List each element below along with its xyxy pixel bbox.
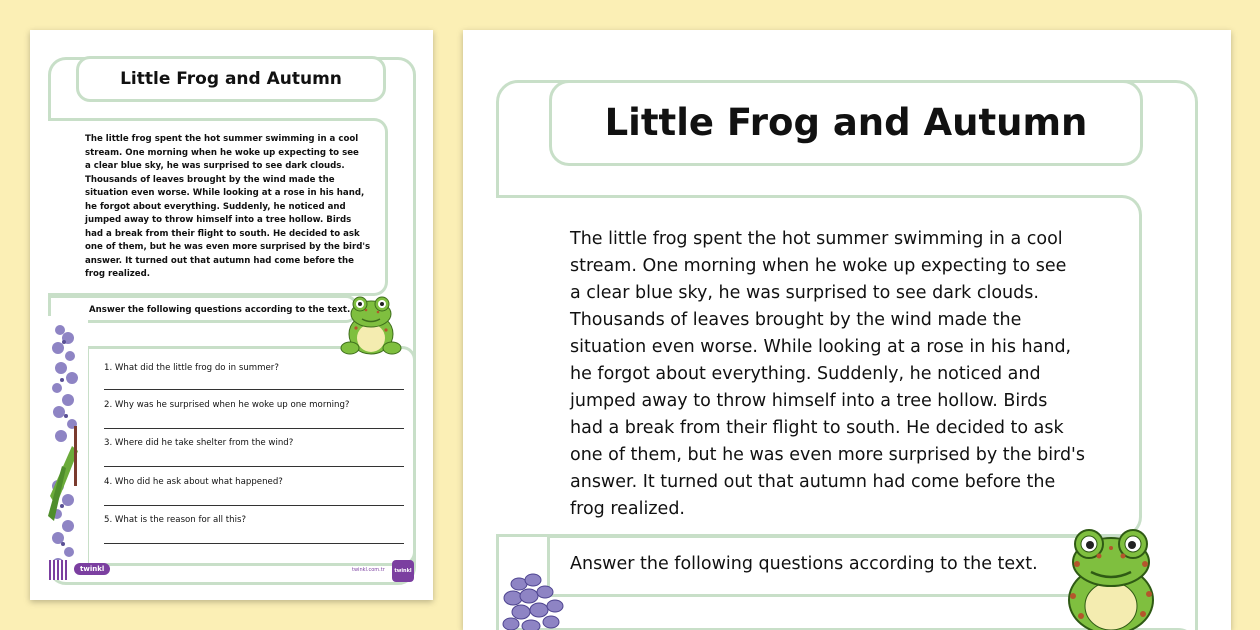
answer-line-2[interactable] xyxy=(104,428,404,429)
page-title: Little Frog and Autumn xyxy=(604,101,1088,144)
story-text: The little frog spent the hot summer swimming in a cool stream. One morning when he woke up expecting to see a clear blue sky, he was surprised to see dark clouds. Thousands of leaves brought by the wind made the situation even worse. While looking at a rose in his hand, he forgot about everything. Suddenly, he noticed and jumped away to throw himself into a tree hollow. Birds had a break from their flight to south. He decided to ask one of them, but he was even more surprised by the bird's answer. It turned out that autumn had come before the frog realized. xyxy=(570,229,1085,519)
answer-line-1[interactable] xyxy=(104,389,404,390)
frog-illustration xyxy=(1047,522,1175,630)
answer-line-3[interactable] xyxy=(104,466,404,467)
lavender-illustration xyxy=(499,570,579,630)
question-2: 2. Why was he surprised when he woke up one morning? xyxy=(104,400,350,410)
page-title: Little Frog and Autumn xyxy=(120,69,342,89)
worksheet-thumbnail[interactable] xyxy=(30,30,433,600)
instruction-bar xyxy=(547,535,1107,597)
frog-illustration xyxy=(336,292,406,358)
question-3: 3. Where did he take shelter from the wind? xyxy=(104,438,294,448)
worksheet-zoomed[interactable] xyxy=(463,30,1231,630)
instruction-bar xyxy=(48,295,358,323)
question-5: 5. What is the reason for all this? xyxy=(104,515,247,525)
lavender-illustration xyxy=(48,316,88,580)
question-1: 1. What did the little frog do in summer? xyxy=(104,363,279,373)
twinkl-logo[interactable]: twinkl xyxy=(74,563,110,575)
qr-code xyxy=(49,560,69,580)
instruction-text: Answer the following questions according to the text. xyxy=(89,305,351,315)
story-box xyxy=(48,118,388,296)
story-box xyxy=(496,195,1142,537)
question-4: 4. Who did he ask about what happened? xyxy=(104,477,283,487)
answer-line-5[interactable] xyxy=(104,543,404,544)
instruction-text: Answer the following questions according to the text. xyxy=(570,554,1038,574)
twinkl-badge: twinkl xyxy=(392,560,414,582)
questions-box xyxy=(86,346,416,566)
title-box xyxy=(549,80,1143,166)
answer-line-4[interactable] xyxy=(104,505,404,506)
footer-url[interactable]: twinkl.com.tr xyxy=(352,567,385,573)
title-box xyxy=(76,56,386,102)
story-text: The little frog spent the hot summer swimming in a cool stream. One morning when he woke up expecting to see a clear blue sky, he was surprised to see dark clouds. Thousands of leaves brought by the wind made the situation even worse. While looking at a rose in his hand, he forgot about everything. Suddenly, he noticed and jumped away to throw himself into a tree hollow. Birds had a break from their flight to south. He decided to ask one of them, but he was even more surprised by the bird's answer. It turned out that autumn had come before the frog realized. xyxy=(85,134,371,279)
